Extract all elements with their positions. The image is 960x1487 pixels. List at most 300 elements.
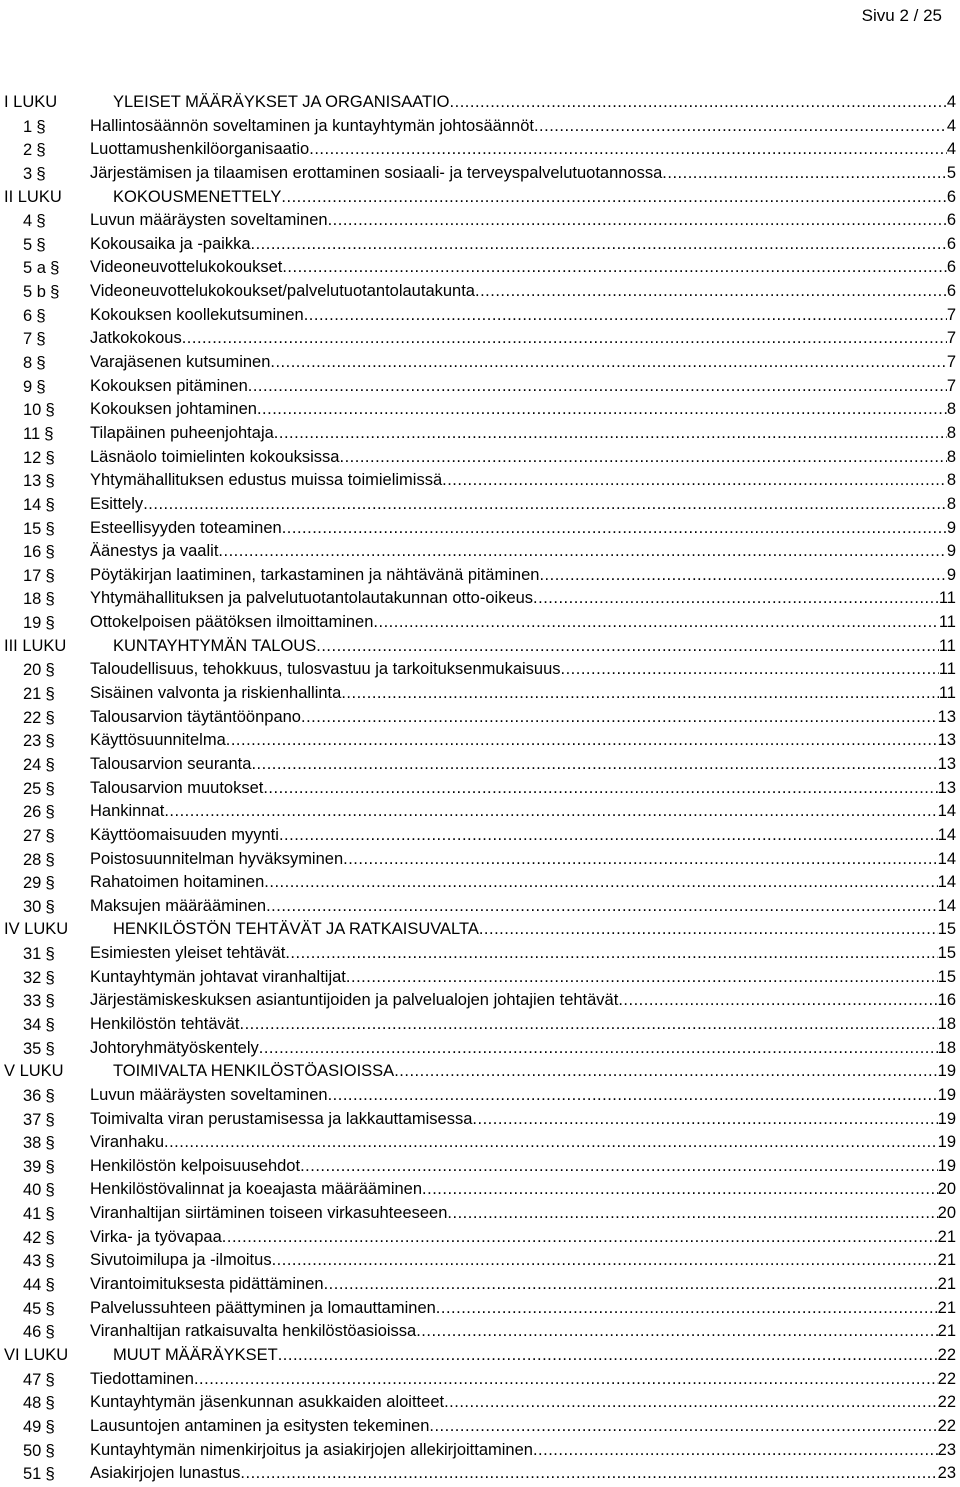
toc-page-number: 15 <box>937 967 956 986</box>
dot-leader <box>422 1178 938 1202</box>
section-sign: § <box>45 778 55 798</box>
number-text: 38 <box>23 1134 42 1153</box>
toc-section-row[interactable] <box>0 1084 960 1108</box>
toc-section-row[interactable] <box>0 1226 960 1250</box>
toc-entry <box>90 233 956 257</box>
toc-title: Käyttösuunnitelma <box>90 731 226 750</box>
toc-title: Sisäinen valvonta ja riskienhallinta <box>90 684 342 703</box>
section-number <box>23 1368 55 1393</box>
toc-title: Luottamushenkilöorganisaatio <box>90 140 310 159</box>
section-number <box>23 1249 55 1274</box>
toc-section-row[interactable] <box>0 1273 960 1297</box>
dot-leader <box>343 848 938 872</box>
toc-section-row[interactable] <box>0 753 960 777</box>
toc-section-row[interactable] <box>0 304 960 328</box>
toc-section-row[interactable] <box>0 587 960 611</box>
toc-section-row[interactable] <box>0 1178 960 1202</box>
toc-page-number: 13 <box>937 731 956 750</box>
toc-title: Varajäsenen kutsuminen <box>90 353 271 372</box>
toc-entry <box>90 138 956 162</box>
toc-entry <box>113 1060 956 1084</box>
toc-page-number: 11 <box>938 589 956 608</box>
toc-entry <box>113 186 956 210</box>
section-number <box>23 611 55 636</box>
section-number <box>23 1202 55 1227</box>
dot-leader <box>282 256 946 280</box>
dot-leader <box>324 1273 938 1297</box>
section-sign: § <box>45 518 55 538</box>
toc-section-row[interactable] <box>0 280 960 304</box>
toc-title: Viranhaltijan ratkaisuvalta henkilöstöasioissa <box>90 1322 417 1341</box>
number-text: 16 <box>23 543 42 562</box>
number-text: 40 <box>23 1181 42 1200</box>
toc-section-row[interactable] <box>0 115 960 139</box>
toc-title: Talousarvion täytäntöönpano <box>90 707 301 726</box>
toc-title: Kuntayhtymän jäsenkunnan asukkaiden aloitteet <box>90 1393 445 1412</box>
toc-section-row[interactable] <box>0 351 960 375</box>
dot-leader <box>274 422 947 446</box>
toc-page-number: 4 <box>946 140 956 159</box>
toc-page-number: 22 <box>937 1393 956 1412</box>
toc-entry <box>90 966 956 990</box>
toc-page-number: 19 <box>937 1156 956 1175</box>
section-sign: § <box>45 660 55 680</box>
dot-leader <box>257 398 947 422</box>
toc-entry <box>90 1013 956 1037</box>
toc-entry <box>90 517 956 541</box>
toc-section-row[interactable] <box>0 493 960 517</box>
toc-entry <box>90 564 956 588</box>
toc-section-row[interactable] <box>0 209 960 233</box>
toc-section-row[interactable] <box>0 1013 960 1037</box>
toc-entry <box>90 729 956 753</box>
number-text: 5 b <box>23 283 46 302</box>
section-number <box>23 1131 55 1156</box>
toc-title: Talousarvion seuranta <box>90 754 252 773</box>
number-text: 8 <box>23 354 33 373</box>
toc-page-number: 8 <box>946 471 956 490</box>
section-sign: § <box>45 991 55 1011</box>
section-number <box>23 1320 55 1345</box>
dot-leader <box>394 1060 937 1084</box>
toc-entry <box>90 1226 956 1250</box>
dot-leader <box>226 729 938 753</box>
toc-title: HENKILÖSTÖN TEHTÄVÄT JA RATKAISUVALTA <box>113 920 479 939</box>
dot-leader <box>662 162 947 186</box>
toc-entry <box>90 1155 956 1179</box>
dot-leader <box>316 635 939 659</box>
number-text: 42 <box>23 1228 42 1247</box>
number-text: 27 <box>23 826 42 845</box>
toc-page-number: 22 <box>937 1369 956 1388</box>
number-text: 14 <box>23 495 42 514</box>
toc-page-number: 23 <box>937 1464 956 1483</box>
toc-entry <box>90 989 956 1013</box>
dot-leader <box>533 1439 938 1463</box>
toc-section-row[interactable] <box>0 446 960 470</box>
toc-chapter-row[interactable] <box>0 1344 960 1368</box>
toc-entry <box>90 777 956 801</box>
section-number <box>23 517 55 542</box>
dot-leader <box>222 1226 938 1250</box>
number-text: 5 a <box>23 259 46 278</box>
toc-entry <box>90 1320 956 1344</box>
section-number <box>23 682 55 707</box>
section-number <box>23 469 55 494</box>
toc-entry <box>90 824 956 848</box>
number-text: 46 <box>23 1323 42 1342</box>
toc-title: Taloudellisuus, tehokkuus, tulosvastuu ja tarkoituksenmukaisuus <box>90 660 561 679</box>
dot-leader <box>533 587 939 611</box>
dot-leader <box>282 517 947 541</box>
toc-section-row[interactable] <box>0 800 960 824</box>
section-number <box>23 115 46 140</box>
section-sign: § <box>36 140 46 160</box>
toc-page-number: 6 <box>946 187 956 206</box>
toc-page-number: 22 <box>937 1345 956 1364</box>
number-text: 47 <box>23 1370 42 1389</box>
toc-title: Maksujen määrääminen <box>90 896 267 915</box>
toc-title: Kokousaika ja -paikka <box>90 234 251 253</box>
toc-page-number: 11 <box>938 636 956 655</box>
section-number <box>23 256 59 281</box>
chapter-number <box>4 1344 68 1368</box>
toc-entry <box>90 753 956 777</box>
toc-title: Tilapäinen puheenjohtaja <box>90 423 274 442</box>
dot-leader <box>479 918 938 942</box>
section-number <box>23 351 46 376</box>
toc-title: Henkilöstövalinnat ja koeajasta määrääminen <box>90 1180 423 1199</box>
number-text: 3 <box>23 164 33 183</box>
toc-section-row[interactable] <box>0 1108 960 1132</box>
number-text: 39 <box>23 1157 42 1176</box>
toc-title: Kuntayhtymän johtavat viranhaltijat <box>90 967 346 986</box>
toc-page-number: 9 <box>946 542 956 561</box>
toc-section-row[interactable] <box>0 777 960 801</box>
toc-page-number: 16 <box>937 991 956 1010</box>
toc-section-row[interactable] <box>0 848 960 872</box>
toc-title: Kokouksen koollekutsuminen <box>90 305 304 324</box>
toc-title: Kokouksen johtaminen <box>90 400 257 419</box>
number-text: 13 <box>23 472 42 491</box>
toc-title: KUNTAYHTYMÄN TALOUS <box>113 636 317 655</box>
section-number <box>23 848 55 873</box>
toc-section-row[interactable] <box>0 1249 960 1273</box>
number-text: 26 <box>23 803 42 822</box>
section-sign: § <box>45 1298 55 1318</box>
number-text: 35 <box>23 1039 42 1058</box>
toc-section-row[interactable] <box>0 540 960 564</box>
toc-page-number: 21 <box>937 1227 956 1246</box>
toc-section-row[interactable] <box>0 162 960 186</box>
toc-page-number: 5 <box>946 163 956 182</box>
toc-section-row[interactable] <box>0 1320 960 1344</box>
section-sign: § <box>45 1464 55 1484</box>
section-sign: § <box>45 1204 55 1224</box>
section-number <box>23 942 55 967</box>
toc-title: Talousarvion muutokset <box>90 778 264 797</box>
dot-leader <box>373 611 938 635</box>
number-text: 50 <box>23 1441 42 1460</box>
toc-section-row[interactable] <box>0 871 960 895</box>
toc-section-row[interactable] <box>0 1415 960 1439</box>
toc-title: YLEISET MÄÄRÄYKSET JA ORGANISAATIO <box>113 93 450 111</box>
dot-leader <box>259 1037 938 1061</box>
toc-title: Videoneuvottelukokoukset <box>90 258 283 277</box>
number-text: 7 <box>23 330 33 349</box>
section-sign: § <box>45 1133 55 1153</box>
toc-chapter-row[interactable] <box>0 635 960 659</box>
section-sign: § <box>45 471 55 491</box>
toc-page-number: 8 <box>946 447 956 466</box>
toc-section-row[interactable] <box>0 1037 960 1061</box>
toc-entry <box>90 1297 956 1321</box>
toc-page-number: 11 <box>938 684 956 703</box>
toc-section-row[interactable] <box>0 422 960 446</box>
dot-leader <box>218 540 946 564</box>
page-number-label: Sivu 2 / 25 <box>861 6 942 25</box>
toc-section-row[interactable] <box>0 989 960 1013</box>
toc-title: Esteellisyyden toteaminen <box>90 518 282 537</box>
section-number <box>23 1391 55 1416</box>
toc-entry <box>90 1439 956 1463</box>
section-number <box>23 1462 55 1487</box>
number-text: 37 <box>23 1110 42 1129</box>
toc-section-row[interactable] <box>0 256 960 280</box>
section-number <box>23 989 55 1014</box>
toc-entry <box>90 1037 956 1061</box>
dot-leader <box>264 871 937 895</box>
toc-page-number: 8 <box>946 494 956 513</box>
section-number <box>23 824 55 849</box>
section-sign: § <box>45 1038 55 1058</box>
toc-page-number: 21 <box>937 1322 956 1341</box>
toc-section-row[interactable] <box>0 233 960 257</box>
number-text: 49 <box>23 1417 42 1436</box>
toc-page-number: 14 <box>937 849 956 868</box>
toc-entry <box>113 918 956 942</box>
toc-page-number: 20 <box>937 1204 956 1223</box>
section-sign: § <box>45 896 55 916</box>
toc-section-row[interactable] <box>0 1462 960 1486</box>
section-number <box>23 422 54 447</box>
toc-page-number: 8 <box>946 423 956 442</box>
toc-entry <box>90 611 956 635</box>
toc-section-row[interactable] <box>0 517 960 541</box>
chapter-number <box>4 918 68 942</box>
toc-chapter-row[interactable] <box>0 186 960 210</box>
toc-section-row[interactable] <box>0 611 960 635</box>
toc-title: Henkilöstön kelpoisuusehdot <box>90 1156 301 1175</box>
toc-entry <box>90 1415 956 1439</box>
toc-section-row[interactable] <box>0 1131 960 1155</box>
toc-title: Johtoryhmätyöskentely <box>90 1038 259 1057</box>
toc-section-row[interactable] <box>0 1202 960 1226</box>
dot-leader <box>266 895 938 919</box>
toc-title: Esimiesten yleiset tehtävät <box>90 944 286 963</box>
section-number <box>23 280 59 305</box>
section-sign: § <box>45 707 55 727</box>
number-text: 6 <box>23 306 33 325</box>
chapter-number <box>4 91 57 115</box>
toc-entry <box>90 540 956 564</box>
dot-leader <box>251 753 937 777</box>
toc-title: Esittely <box>90 494 144 513</box>
toc-section-row[interactable] <box>0 564 960 588</box>
toc-section-row[interactable] <box>0 1391 960 1415</box>
toc-section-row[interactable] <box>0 138 960 162</box>
section-number <box>23 729 55 754</box>
section-number <box>23 1155 55 1180</box>
toc-section-row[interactable] <box>0 1155 960 1179</box>
toc-entry <box>90 1084 956 1108</box>
number-text: 4 <box>23 212 33 231</box>
section-number <box>23 1273 55 1298</box>
section-number <box>23 1297 55 1322</box>
number-text: III LUKU <box>4 636 67 655</box>
dot-leader <box>194 1368 938 1392</box>
number-text: 1 <box>23 117 33 136</box>
number-text: 32 <box>23 968 42 987</box>
dot-leader <box>248 375 947 399</box>
dot-leader <box>346 966 938 990</box>
section-sign: § <box>45 1085 55 1105</box>
toc-page-number: 14 <box>937 873 956 892</box>
toc-page-number: 14 <box>937 802 956 821</box>
number-text: 41 <box>23 1205 42 1224</box>
dot-leader <box>328 1084 938 1108</box>
toc-title: Virka- ja työvapaa <box>90 1227 222 1246</box>
toc-title: Luvun määräysten soveltaminen <box>90 211 328 230</box>
number-text: 43 <box>23 1252 42 1271</box>
toc-section-row[interactable] <box>0 1368 960 1392</box>
section-number <box>23 493 55 518</box>
dot-leader <box>301 706 938 730</box>
dot-leader <box>534 115 947 139</box>
toc-title: Järjestämiskeskuksen asiantuntijoiden ja palvelualojen johtajien tehtävät <box>90 991 619 1010</box>
toc-entry <box>90 304 956 328</box>
toc-section-row[interactable] <box>0 375 960 399</box>
toc-entry <box>90 682 956 706</box>
toc-section-row[interactable] <box>0 682 960 706</box>
toc-page-number: 14 <box>937 896 956 915</box>
toc-title: Pöytäkirjan laatiminen, tarkastaminen ja nähtävänä pitäminen <box>90 565 540 584</box>
number-text: 30 <box>23 897 42 916</box>
section-number <box>23 304 46 329</box>
toc-entry <box>90 1273 956 1297</box>
toc-title: Henkilöstön tehtävät <box>90 1014 240 1033</box>
toc-entry <box>90 398 956 422</box>
section-number <box>23 327 46 352</box>
dot-leader <box>618 989 937 1013</box>
toc-page-number: 23 <box>937 1440 956 1459</box>
toc-section-row[interactable] <box>0 895 960 919</box>
dot-leader <box>442 469 947 493</box>
section-sign: § <box>45 400 55 420</box>
section-sign: § <box>36 376 46 396</box>
toc-title: Viranhaku <box>90 1133 165 1152</box>
toc-title: Äänestys ja vaalit <box>90 542 219 561</box>
section-sign: § <box>45 825 55 845</box>
number-text: IV LUKU <box>4 920 69 939</box>
number-text: I LUKU <box>4 93 58 111</box>
section-sign: § <box>45 613 55 633</box>
section-number <box>23 658 55 683</box>
toc-title: TOIMIVALTA HENKILÖSTÖASIOISSA <box>113 1062 395 1081</box>
toc-entry <box>90 351 956 375</box>
toc-section-row[interactable] <box>0 469 960 493</box>
toc-title: Luvun määräysten soveltaminen <box>90 1085 328 1104</box>
toc-section-row[interactable] <box>0 966 960 990</box>
toc-chapter-row[interactable] <box>0 918 960 942</box>
section-sign: § <box>45 1393 55 1413</box>
section-number <box>23 540 55 565</box>
section-sign: § <box>45 1369 55 1389</box>
number-text: 10 <box>23 401 42 420</box>
section-number <box>23 209 46 234</box>
section-sign: § <box>45 1416 55 1436</box>
section-sign: § <box>45 494 55 514</box>
toc-title: Asiakirjojen lunastus <box>90 1464 241 1483</box>
toc-page-number: 21 <box>937 1251 956 1270</box>
toc-entry <box>90 942 956 966</box>
toc-section-row[interactable] <box>0 1297 960 1321</box>
section-sign: § <box>44 423 54 443</box>
section-sign: § <box>36 234 46 254</box>
toc-title: Hallintosäännön soveltaminen ja kuntayhtymän johtosäännöt <box>90 116 534 135</box>
toc-page-number: 9 <box>946 518 956 537</box>
section-sign: § <box>45 754 55 774</box>
toc-entry <box>113 635 956 659</box>
number-text: 34 <box>23 1015 42 1034</box>
toc-page-number: 21 <box>937 1275 956 1294</box>
toc-entry <box>90 162 956 186</box>
dot-leader <box>341 682 939 706</box>
dot-leader <box>472 1108 937 1132</box>
toc-section-row[interactable] <box>0 729 960 753</box>
toc-title: KOKOUSMENETTELY <box>113 187 282 206</box>
section-number <box>23 1013 55 1038</box>
toc-section-row[interactable] <box>0 1439 960 1463</box>
toc-title: Palvelussuhteen päättyminen ja lomauttaminen <box>90 1298 436 1317</box>
toc-entry <box>90 422 956 446</box>
toc-section-row[interactable] <box>0 942 960 966</box>
section-sign: § <box>45 1322 55 1342</box>
dot-leader <box>561 658 939 682</box>
dot-leader <box>251 233 947 257</box>
toc-title: Toimivalta viran perustamisessa ja lakkauttamisessa <box>90 1109 473 1128</box>
toc-chapter-row[interactable] <box>0 1060 960 1084</box>
dot-leader <box>429 1415 937 1439</box>
toc-section-row[interactable] <box>0 706 960 730</box>
section-number <box>23 587 55 612</box>
toc-entry <box>90 1202 956 1226</box>
section-sign: § <box>36 353 46 373</box>
toc-section-row[interactable] <box>0 824 960 848</box>
toc-page-number: 19 <box>937 1085 956 1104</box>
section-sign: § <box>45 944 55 964</box>
number-text: 19 <box>23 614 42 633</box>
toc-chapter-row[interactable] <box>0 91 960 115</box>
number-text: 24 <box>23 755 42 774</box>
toc-section-row[interactable] <box>0 658 960 682</box>
toc-page-number: 20 <box>937 1180 956 1199</box>
toc-section-row[interactable] <box>0 327 960 351</box>
toc-entry <box>90 1178 956 1202</box>
section-sign: § <box>45 731 55 751</box>
toc-section-row[interactable] <box>0 398 960 422</box>
section-number <box>23 871 55 896</box>
